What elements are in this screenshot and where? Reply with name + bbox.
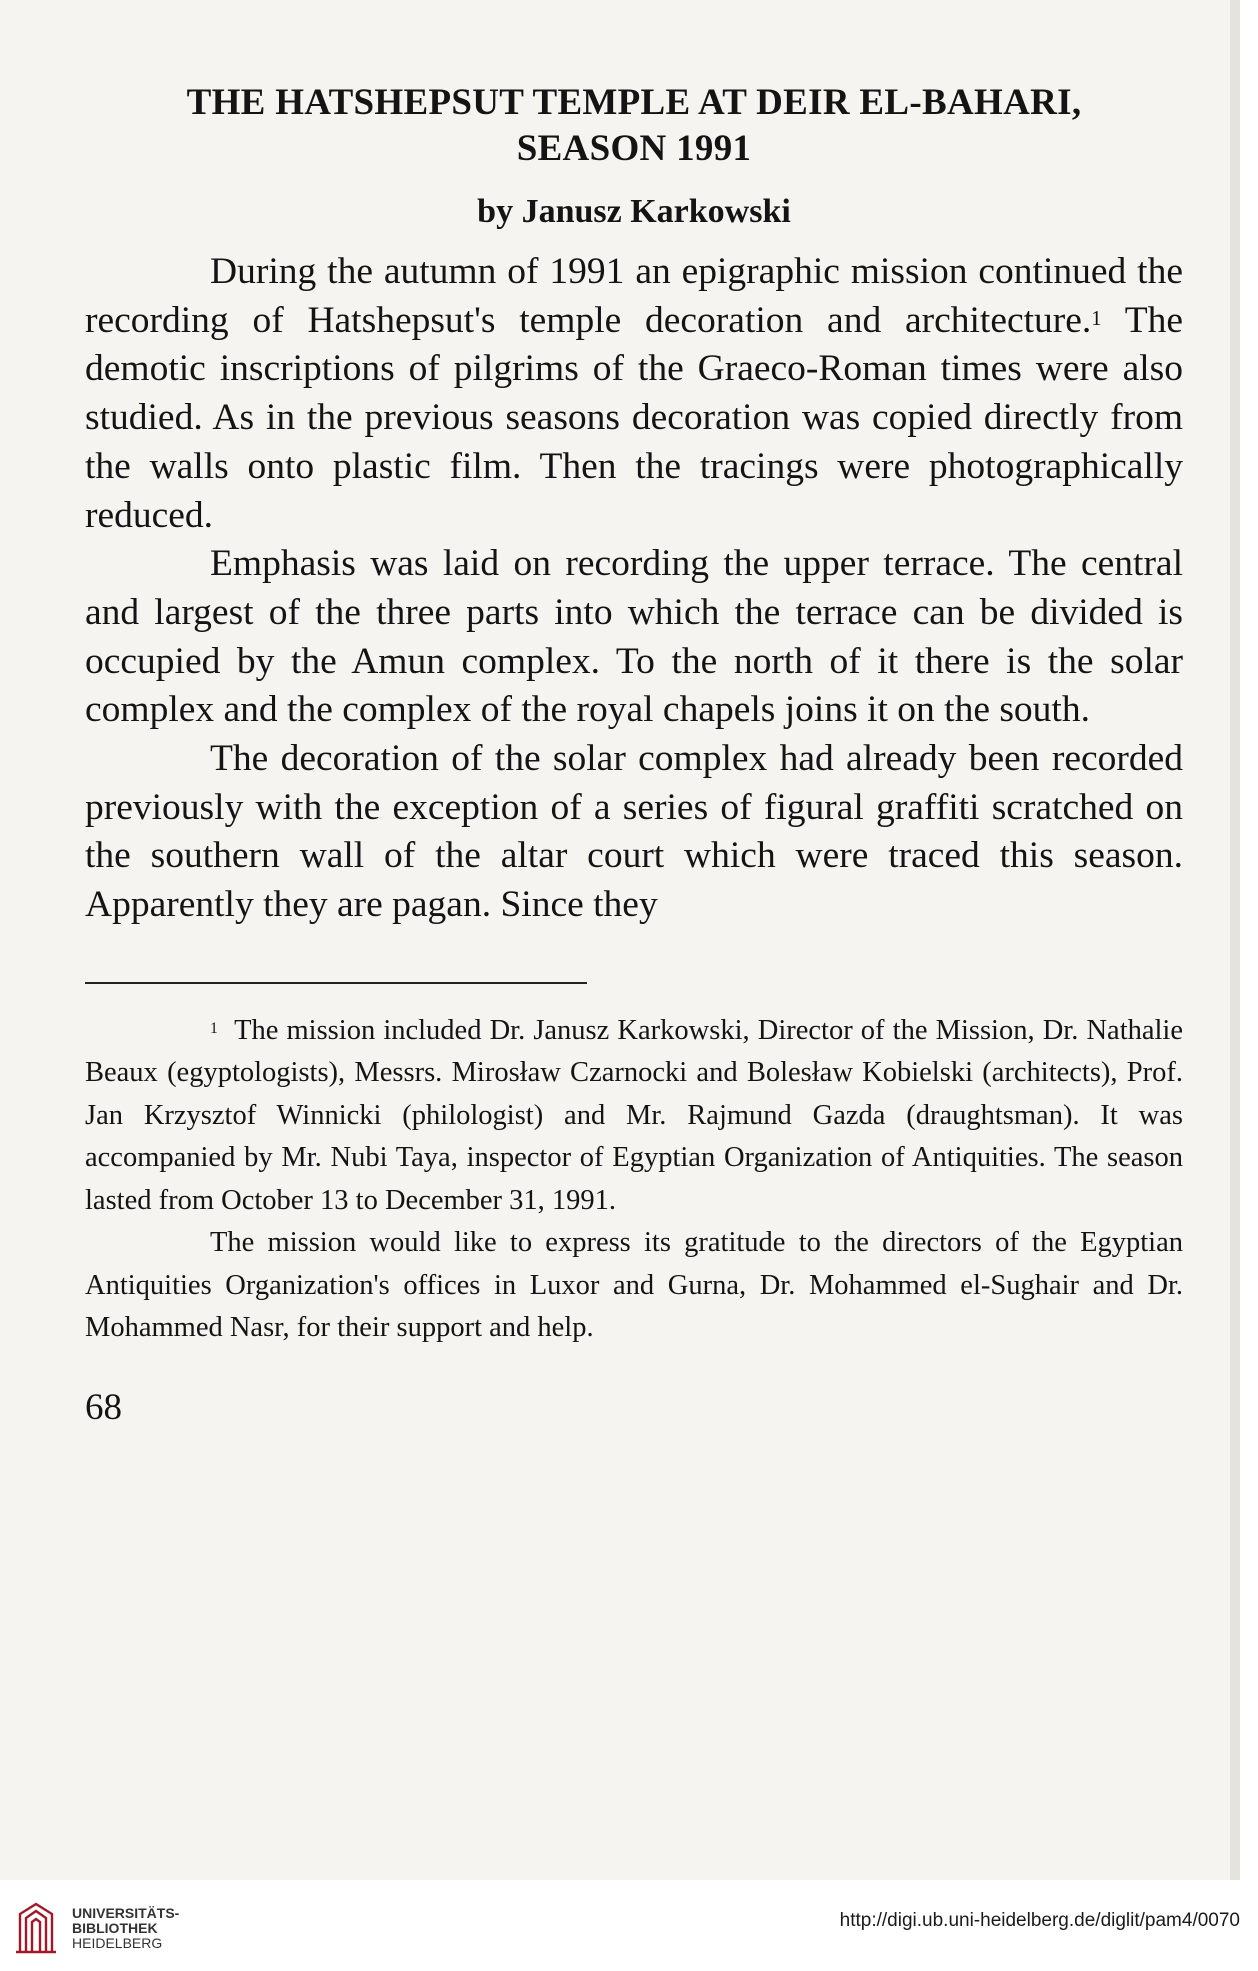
title-line-1: THE HATSHEPSUT TEMPLE AT DEIR EL-BAHARI, bbox=[186, 82, 1082, 123]
page-number: 68 bbox=[85, 1386, 122, 1428]
page-content bbox=[85, 80, 1183, 1429]
title-line-2: SEASON 1991 bbox=[516, 128, 752, 169]
footnote-reference: 1 bbox=[1091, 307, 1102, 330]
paragraph-2: Emphasis was laid on recording the upper terrace. The central and largest of the three parts into which the terrace can be divided is occupied by the Amun complex. To the north of it there is the solar complex and the complex of the royal chapels joins it on the south. bbox=[85, 543, 1183, 731]
article-title bbox=[85, 80, 1183, 172]
paragraph-1-text-b: The demotic inscriptions of pilgrims of the Graeco-Roman times were also studied. As in the previous seasons decoration was copied directly from the walls onto plastic film. Then the tracings were photographically reduced. bbox=[85, 299, 1183, 536]
paragraph-1 bbox=[85, 248, 1183, 540]
footnote-1-continued: The mission would like to express its gratitude to the directors of the Egyptian Antiquities Organization's offices in Luxor and Gurna, Dr. Mohammed el-Sughair and Dr. Mohammed Nasr, for their support and help. bbox=[85, 1227, 1183, 1344]
footnote-1-text: The mission included Dr. Janusz Karkowski, Director of the Mission, Dr. Nathalie Beaux (egyptologists), Messrs. Mirosław Czarnocki and Bolesław Kobielski (architects), Prof. Jan Krzysztof Winnicki (philologist) and Mr. Rajmund Gazda (draughtsman). It was accompanied by Mr. Nubi Taya, inspector of Egyptian Organization of Antiquities. The season lasted from October 13 to December 31, 1991. bbox=[85, 1014, 1183, 1216]
library-line-1: UNIVERSITÄTS- bbox=[72, 1905, 180, 1921]
footnote-number: 1 bbox=[210, 1019, 218, 1037]
article-author: by Janusz Karkowski bbox=[477, 193, 791, 230]
paragraph-3: The decoration of the solar complex had already been recorded previously with the exception of a series of figural graffiti scratched on the southern wall of the altar court which were traced this season. Apparently they are pagan. Since they bbox=[85, 738, 1183, 926]
footer-bar bbox=[0, 1880, 1258, 1971]
library-line-2: BIBLIOTHEK bbox=[72, 1920, 158, 1936]
library-logo-icon bbox=[14, 1900, 58, 1956]
source-url-link[interactable]: http://digi.ub.uni-heidelberg.de/diglit/pam4/0070 bbox=[839, 1910, 1240, 1931]
paragraph-1-text-a: During the autumn of 1991 an epigraphic mission continued the recording of Hatshepsut's temple decoration and architecture. bbox=[85, 251, 1183, 341]
library-name bbox=[72, 1906, 179, 1951]
library-line-3: HEIDELBERG bbox=[72, 1935, 163, 1951]
footnote-divider bbox=[85, 982, 587, 984]
footnote-1 bbox=[85, 1010, 1183, 1223]
